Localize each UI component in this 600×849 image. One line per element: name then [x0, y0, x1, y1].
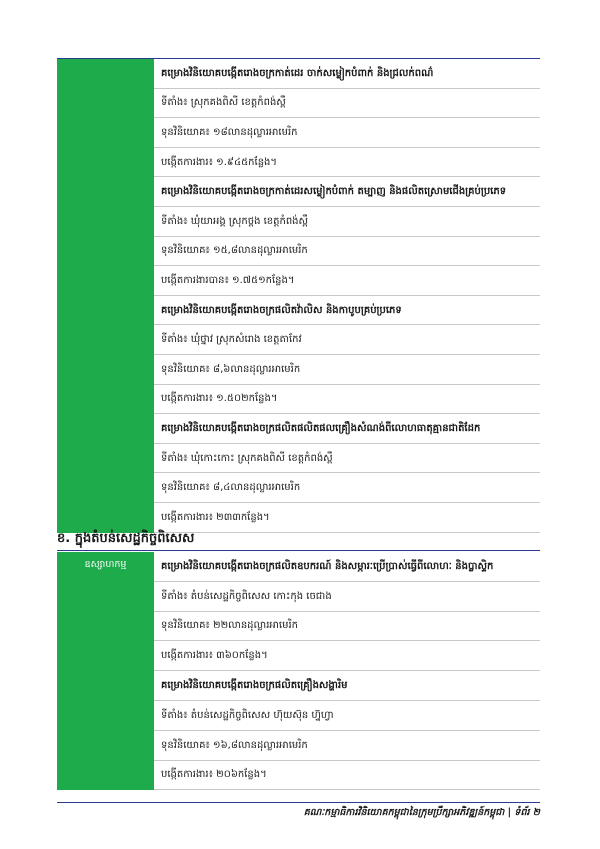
- project-detail-row: បង្កើតការងារបាន៖ ១.៧៥១កន្លែង។: [154, 266, 540, 296]
- project-title-row: គម្រោងវិនិយោគបង្កើតរោងចក្រកាត់ដេរ ចាក់សម្លៀកបំពាក់ និងជ្រលក់ពណ៌: [154, 59, 540, 89]
- project-detail-row: បង្កើតការងារ៖ ២៣៣កន្លែង។: [154, 503, 540, 533]
- footer-rule: [57, 802, 540, 803]
- investment-table-b: [57, 552, 540, 790]
- project-title-row: គម្រោងវិនិយោគបង្កើតរោងចក្រផលិតផលិតផលគ្រឿងសំណង់ពីលោហធាតុគ្មានជាតិដែក: [154, 414, 540, 444]
- table-rows: [154, 59, 540, 533]
- investment-table-a: [57, 58, 540, 533]
- category-column: [57, 59, 154, 533]
- project-title-row: គម្រោងវិនិយោគបង្កើតរោងចក្រផលិតវ៉ាលិស និងកាបូបគ្រប់ប្រភេទ: [154, 296, 540, 326]
- project-title-row: គម្រោងវិនិយោគបង្កើតរោងចក្រកាត់ដេរសម្លៀកបំពាក់ តម្បាញ និងផលិតស្រោមជើងគ្រប់ប្រភេទ: [154, 177, 540, 207]
- category-column: [57, 552, 154, 790]
- project-detail-row: ទុនវិនិយោគ៖ ៨,៤លានដុល្លារអាមេរិក: [154, 473, 540, 503]
- project-title-row: គម្រោងវិនិយោគបង្កើតរោងចក្រផលិតគ្រឿងសង្ហារិម: [154, 671, 540, 701]
- project-detail-row: បង្កើតការងារ៖ ២០៦កន្លែង។: [154, 761, 540, 791]
- category-label: ឧស្សាហកម្ម: [84, 559, 127, 570]
- project-title-row: គម្រោងវិនិយោគបង្កើតរោងចក្រផលិតឧបករណ៍ និងសម្ភារៈប្រើប្រាស់ធ្វើពីលោហៈ និងប្លាស្ទិក: [154, 552, 540, 582]
- project-detail-row: ទុនវិនិយោគ៖ ២២លានដុល្លារអាមេរិក: [154, 612, 540, 642]
- project-detail-row: ទីតាំង៖ ឃុំថ្នាវ ស្រុកសំរោង ខេត្តតាកែវ: [154, 325, 540, 355]
- project-detail-row: ទុនវិនិយោគ៖ ៨,៦លានដុល្លារអាមេរិក: [154, 355, 540, 385]
- project-detail-row: បង្កើតការងារ៖ ១.៥០២កន្លែង។: [154, 385, 540, 415]
- project-detail-row: ទីតាំង៖ ឃុំយាអង្គ ស្រុកថ្ពង ខេត្តកំពង់ស្ពឺ: [154, 207, 540, 237]
- table-rows: [154, 552, 540, 790]
- project-detail-row: ទុនវិនិយោគ៖ ១៨លានដុល្លារអាមេរិក: [154, 118, 540, 148]
- project-detail-row: បង្កើតការងារ៖ ១.៩៤៥កន្លែង។: [154, 148, 540, 178]
- project-detail-row: ទុនវិនិយោគ៖ ១៥,៨លានដុល្លារអាមេរិក: [154, 237, 540, 267]
- project-detail-row: ទីតាំង៖ ឃុំកោះកោះ ស្រុកគងពិសី ខេត្តកំពង់ស្ពឺ: [154, 444, 540, 474]
- project-detail-row: ទីតាំង៖ តំបន់សេដ្ឋកិច្ចពិសេស កោះកុង ចេជាង: [154, 582, 540, 612]
- project-detail-row: ទីតាំង៖ ស្រុកគងពិសី ខេត្តកំពង់ស្ពឺ: [154, 89, 540, 119]
- page-footer: គណៈកម្មាធិការវិនិយោគកម្ពុជានៃក្រុមប្រឹក្សាអភិវឌ្ឍន៍កម្ពុជា | ទំព័រ ២: [303, 807, 540, 818]
- project-detail-row: ទុនវិនិយោគ៖ ១៦,៨លានដុល្លារអាមេរិក: [154, 731, 540, 761]
- project-detail-row: បង្កើតការងារ៖ ៣៦០កន្លែង។: [154, 641, 540, 671]
- project-detail-row: ទីតាំង៖ តំបន់សេដ្ឋកិច្ចពិសេស ហ៊ុយស៊ុន ហ្វ៊ុហ្វា: [154, 701, 540, 731]
- section-heading: ខ. ក្នុងតំបន់សេដ្ឋកិច្ចពិសេស: [57, 529, 540, 551]
